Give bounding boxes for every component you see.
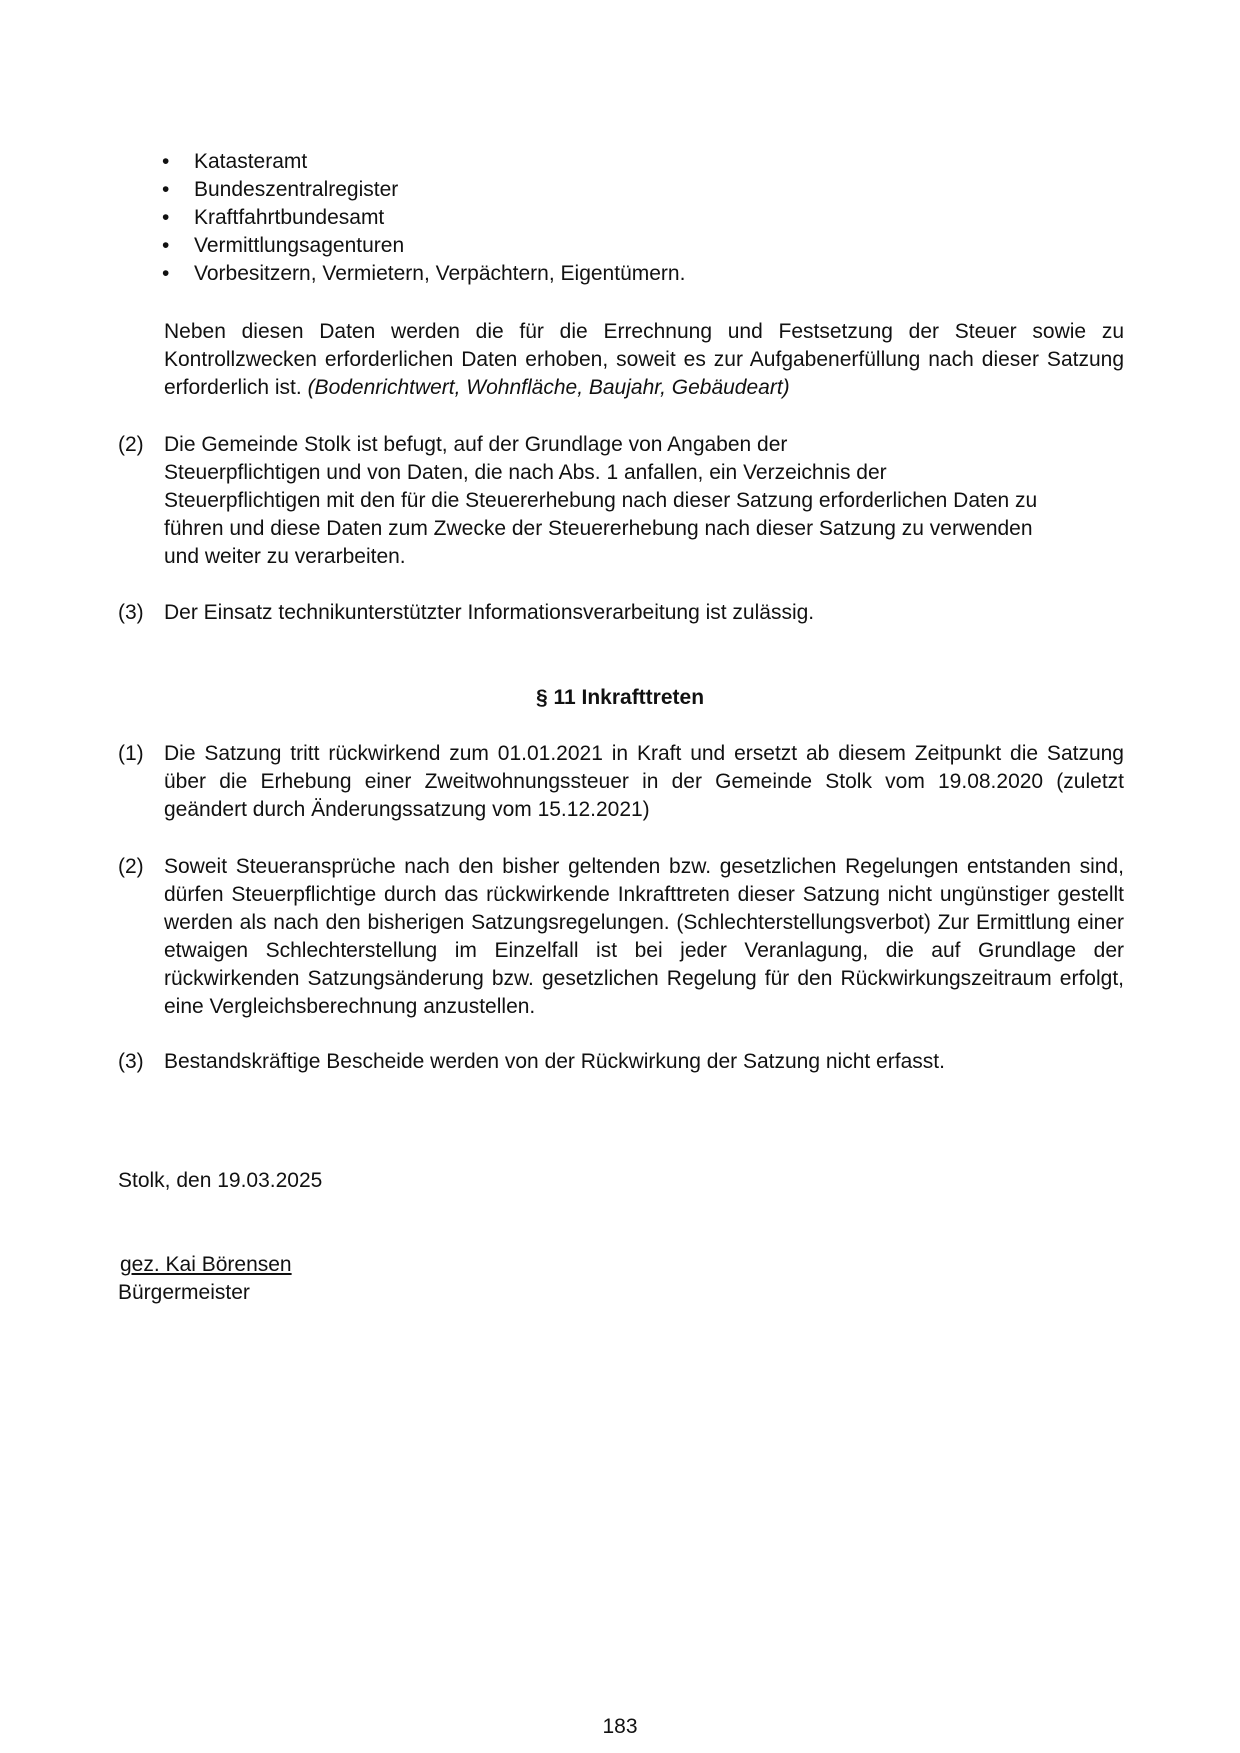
list-item: • Bundeszentralregister: [159, 176, 1119, 204]
clause-number: (2): [118, 855, 144, 878]
list-item: • Vorbesitzern, Vermietern, Verpächtern, Eigentümern.: [159, 260, 1119, 288]
bullet-icon: •: [162, 150, 170, 173]
clause-text: Die Satzung tritt rückwirkend zum 01.01.2021 in Kraft und ersetzt ab diesem Zeitpunkt die Satzung über die Erhebung einer Zweitwohnungssteuer in der Gemeinde Stolk vom 19.08.2020 (zuletzt geändert durch Änderungssatzung vom 15.12.2021): [164, 742, 1124, 821]
clause-number: (3): [118, 1050, 144, 1073]
clause-text: Bestandskräftige Bescheide werden von der Rückwirkung der Satzung nicht erfasst.: [164, 1050, 945, 1073]
clause-number: (3): [118, 601, 144, 624]
clause-text: Die Gemeinde Stolk ist befugt, auf der Grundlage von Angaben der Steuerpflichtigen und von Daten, die nach Abs. 1 anfallen, ein Verzeichnis der Steuerpflichtigen mit den für die Steuererhebung nach dieser Satzung erforderlichen Daten zu führen und diese Daten zum Zwecke der Steuererhebung nach dieser Satzung zu verwenden und weiter zu verarbeiten.: [164, 433, 1038, 568]
bullet-icon: •: [162, 178, 170, 201]
signatory-role: Bürgermeister: [118, 1281, 250, 1304]
source-list: [159, 148, 1119, 288]
list-item: • Vermittlungsagenturen: [159, 232, 1119, 260]
clause-text: Der Einsatz technikunterstützter Informationsverarbeitung ist zulässig.: [164, 601, 815, 624]
bullet-icon: •: [162, 262, 170, 285]
italic-note: (Bodenrichtwert, Wohnfläche, Baujahr, Gebäudeart): [307, 376, 790, 399]
clause-number: (2): [118, 433, 144, 456]
section-heading: § 11 Inkrafttreten: [535, 686, 705, 709]
place-date: Stolk, den 19.03.2025: [118, 1169, 323, 1192]
clause-11-3: [118, 1048, 1124, 1076]
signature: gez. Kai Börensen: [120, 1253, 292, 1276]
list-item: • Kraftfahrtbundesamt: [159, 204, 1119, 232]
clause-text: Soweit Steueransprüche nach den bisher geltenden bzw. gesetzlichen Regelungen entstanden sind, dürfen Steuerpflichtige durch das rückwirkende Inkrafttreten dieser Satzung nicht ungünstiger gestellt werden als nach den bisherigen Satzungsregelungen. (Schlechterstellungsverbot) Zur Ermittlung einer etwaigen Schlechterstellung im Einzelfall ist bei jeder Veranlagung, die auf Grundlage der rückwirkenden Satzungsänderung bzw. gesetzlichen Regelung für den Rückwirkungszeitraum erfolgt, eine Vergleichsberechnung anzustellen.: [164, 855, 1124, 1018]
clause-11-1: [118, 740, 1124, 824]
data-collection-paragraph: Neben diesen Daten werden die für die Errechnung und Festsetzung der Steuer sowie zu Kontrollzwecken erforderlichen Daten erhoben, soweit es zur Aufgabenerfüllung nach dieser Satzung erforderlich ist. (Bodenrichtwert, Wohnfläche, Baujahr, Gebäudeart): [164, 320, 1124, 399]
clause-number: (1): [118, 742, 144, 765]
clause-11-2: [118, 853, 1124, 1021]
bullet-icon: •: [162, 206, 170, 229]
bullet-icon: •: [162, 234, 170, 257]
clause-10-2: [118, 431, 1124, 571]
page-number: 183: [602, 1715, 638, 1738]
list-item: • Katasteramt: [159, 148, 1119, 176]
clause-10-3: [118, 599, 1124, 627]
